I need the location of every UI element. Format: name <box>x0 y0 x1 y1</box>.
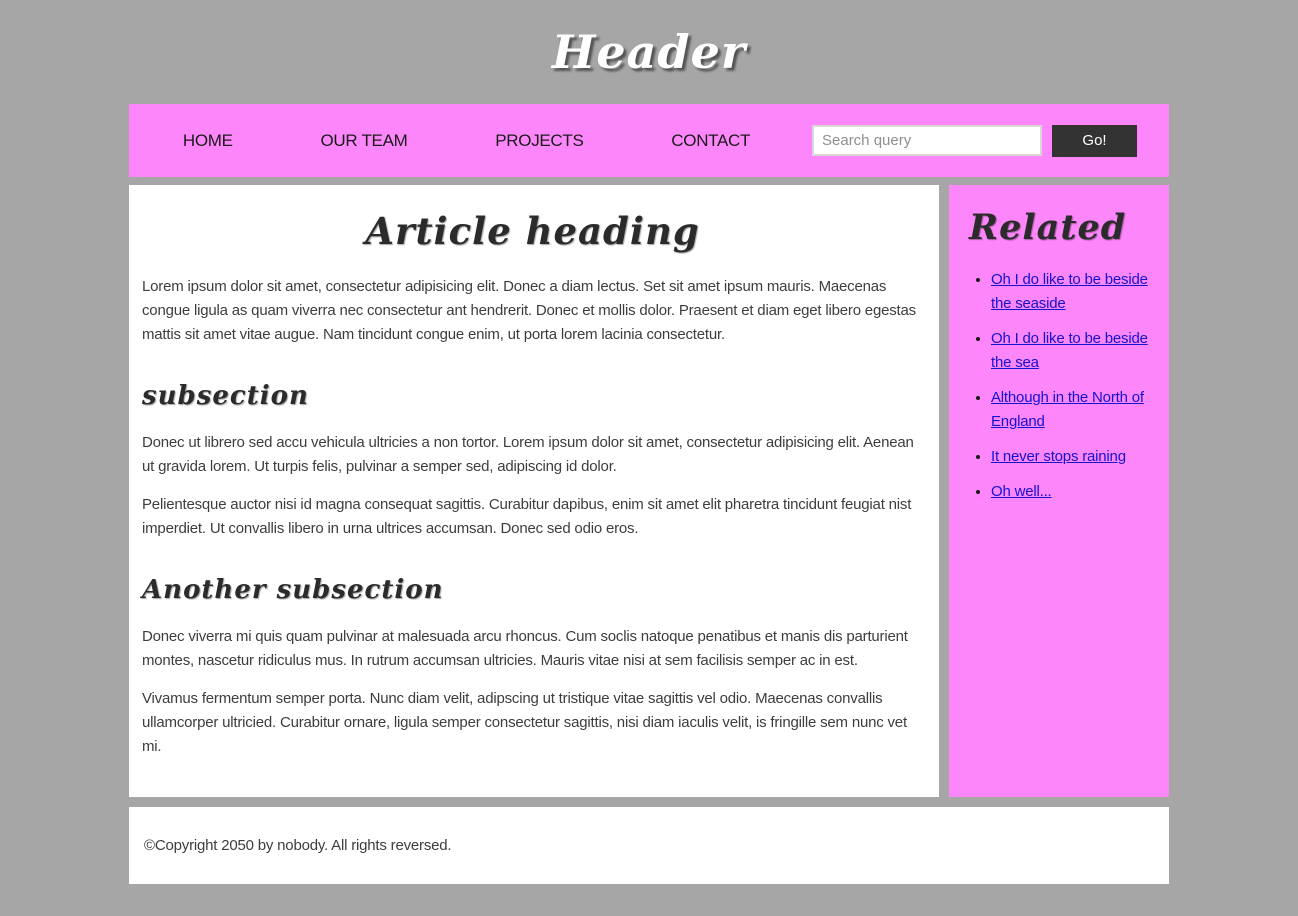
list-item <box>991 445 1151 469</box>
related-link-oh-well[interactable]: Oh well... <box>991 483 1052 500</box>
nav-link-home[interactable]: HOME <box>182 130 233 150</box>
another-subsection-paragraph: Donec viverra mi quis quam pulvinar at malesuada arcu rhoncus. Cum soclis natoque penatibus et manis dis parturient montes, nascetur ridiculus mus. In rutrum accumsan ultricies. Mauris vitae nisi at sem facilisis semper ac in est. <box>142 628 908 669</box>
nav-list <box>139 131 794 151</box>
main-nav <box>129 104 1169 177</box>
related-link-raining[interactable]: It never stops raining <box>991 448 1126 465</box>
page-header <box>129 0 1169 104</box>
list-item <box>991 480 1151 504</box>
search-form <box>812 125 1137 157</box>
another-subsection-heading: Another subsection <box>142 575 444 605</box>
related-link-sea[interactable]: Oh I do like to be beside the sea <box>991 330 1148 371</box>
another-subsection-paragraph: Vivamus fermentum semper porta. Nunc diam velit, adipscing ut tristique vitae sagittis vel odio. Maecenas convallis ullamcorper ultricied. Curabitur ornare, ligula semper consectetur sagittis, nisi diam iaculis velit, is fringille sem nunc vet mi. <box>142 690 907 755</box>
page-footer <box>129 807 1169 884</box>
related-list <box>969 268 1151 504</box>
subsection-paragraph: Pelientesque auctor nisi id magna consequat sagittis. Curabitur dapibus, enim sit amet elit pharetra tincidunt feugiat nist imperdiet. Ut convallis libero in urna ultrices accumsan. Donec sed odio eros. <box>142 496 912 537</box>
nav-item-projects <box>495 131 583 151</box>
page-wrapper <box>129 0 1169 884</box>
nav-link-projects[interactable]: PROJECTS <box>495 130 584 150</box>
list-item <box>991 327 1151 375</box>
subsection-heading: subsection <box>142 381 309 411</box>
nav-link-contact[interactable]: CONTACT <box>671 130 751 150</box>
copyright-text: ©Copyright 2050 by nobody. All rights reversed. <box>144 837 452 854</box>
sidebar-heading: Related <box>969 207 1127 248</box>
related-link-north-england[interactable]: Although in the North of England <box>991 389 1144 430</box>
subsection-paragraph: Donec ut librero sed accu vehicula ultricies a non tortor. Lorem ipsum dolor sit amet, consectetur adipisicing elit. Aenean ut gravida lorem. Ut turpis felis, pulvinar a semper sed, adipiscing id dolor. <box>142 434 914 475</box>
related-sidebar <box>949 185 1169 797</box>
nav-item-home <box>183 131 233 151</box>
nav-item-our-team <box>320 131 407 151</box>
search-input[interactable] <box>812 125 1042 156</box>
main-area <box>129 185 1169 797</box>
site-title: Header <box>551 25 747 79</box>
list-item <box>991 268 1151 316</box>
search-go-button[interactable]: Go! <box>1052 125 1137 157</box>
article-intro-paragraph: Lorem ipsum dolor sit amet, consectetur adipisicing elit. Donec a diam lectus. Set sit amet ipsum mauris. Maecenas congue ligula as quam viverra nec consectetur ant hendrerit. Donec et mollis dolor. Praesent et diam eget libero egestas mattis sit amet vitae augue. Nam tincidunt congue enim, ut porta lorem lacinia consectetur. <box>142 278 916 343</box>
related-link-seaside[interactable]: Oh I do like to be beside the seaside <box>991 271 1148 312</box>
nav-link-our-team[interactable]: OUR TEAM <box>320 130 408 150</box>
article-heading: Article heading <box>365 209 700 253</box>
nav-item-contact <box>671 131 750 151</box>
article <box>129 185 939 797</box>
list-item <box>991 386 1151 434</box>
